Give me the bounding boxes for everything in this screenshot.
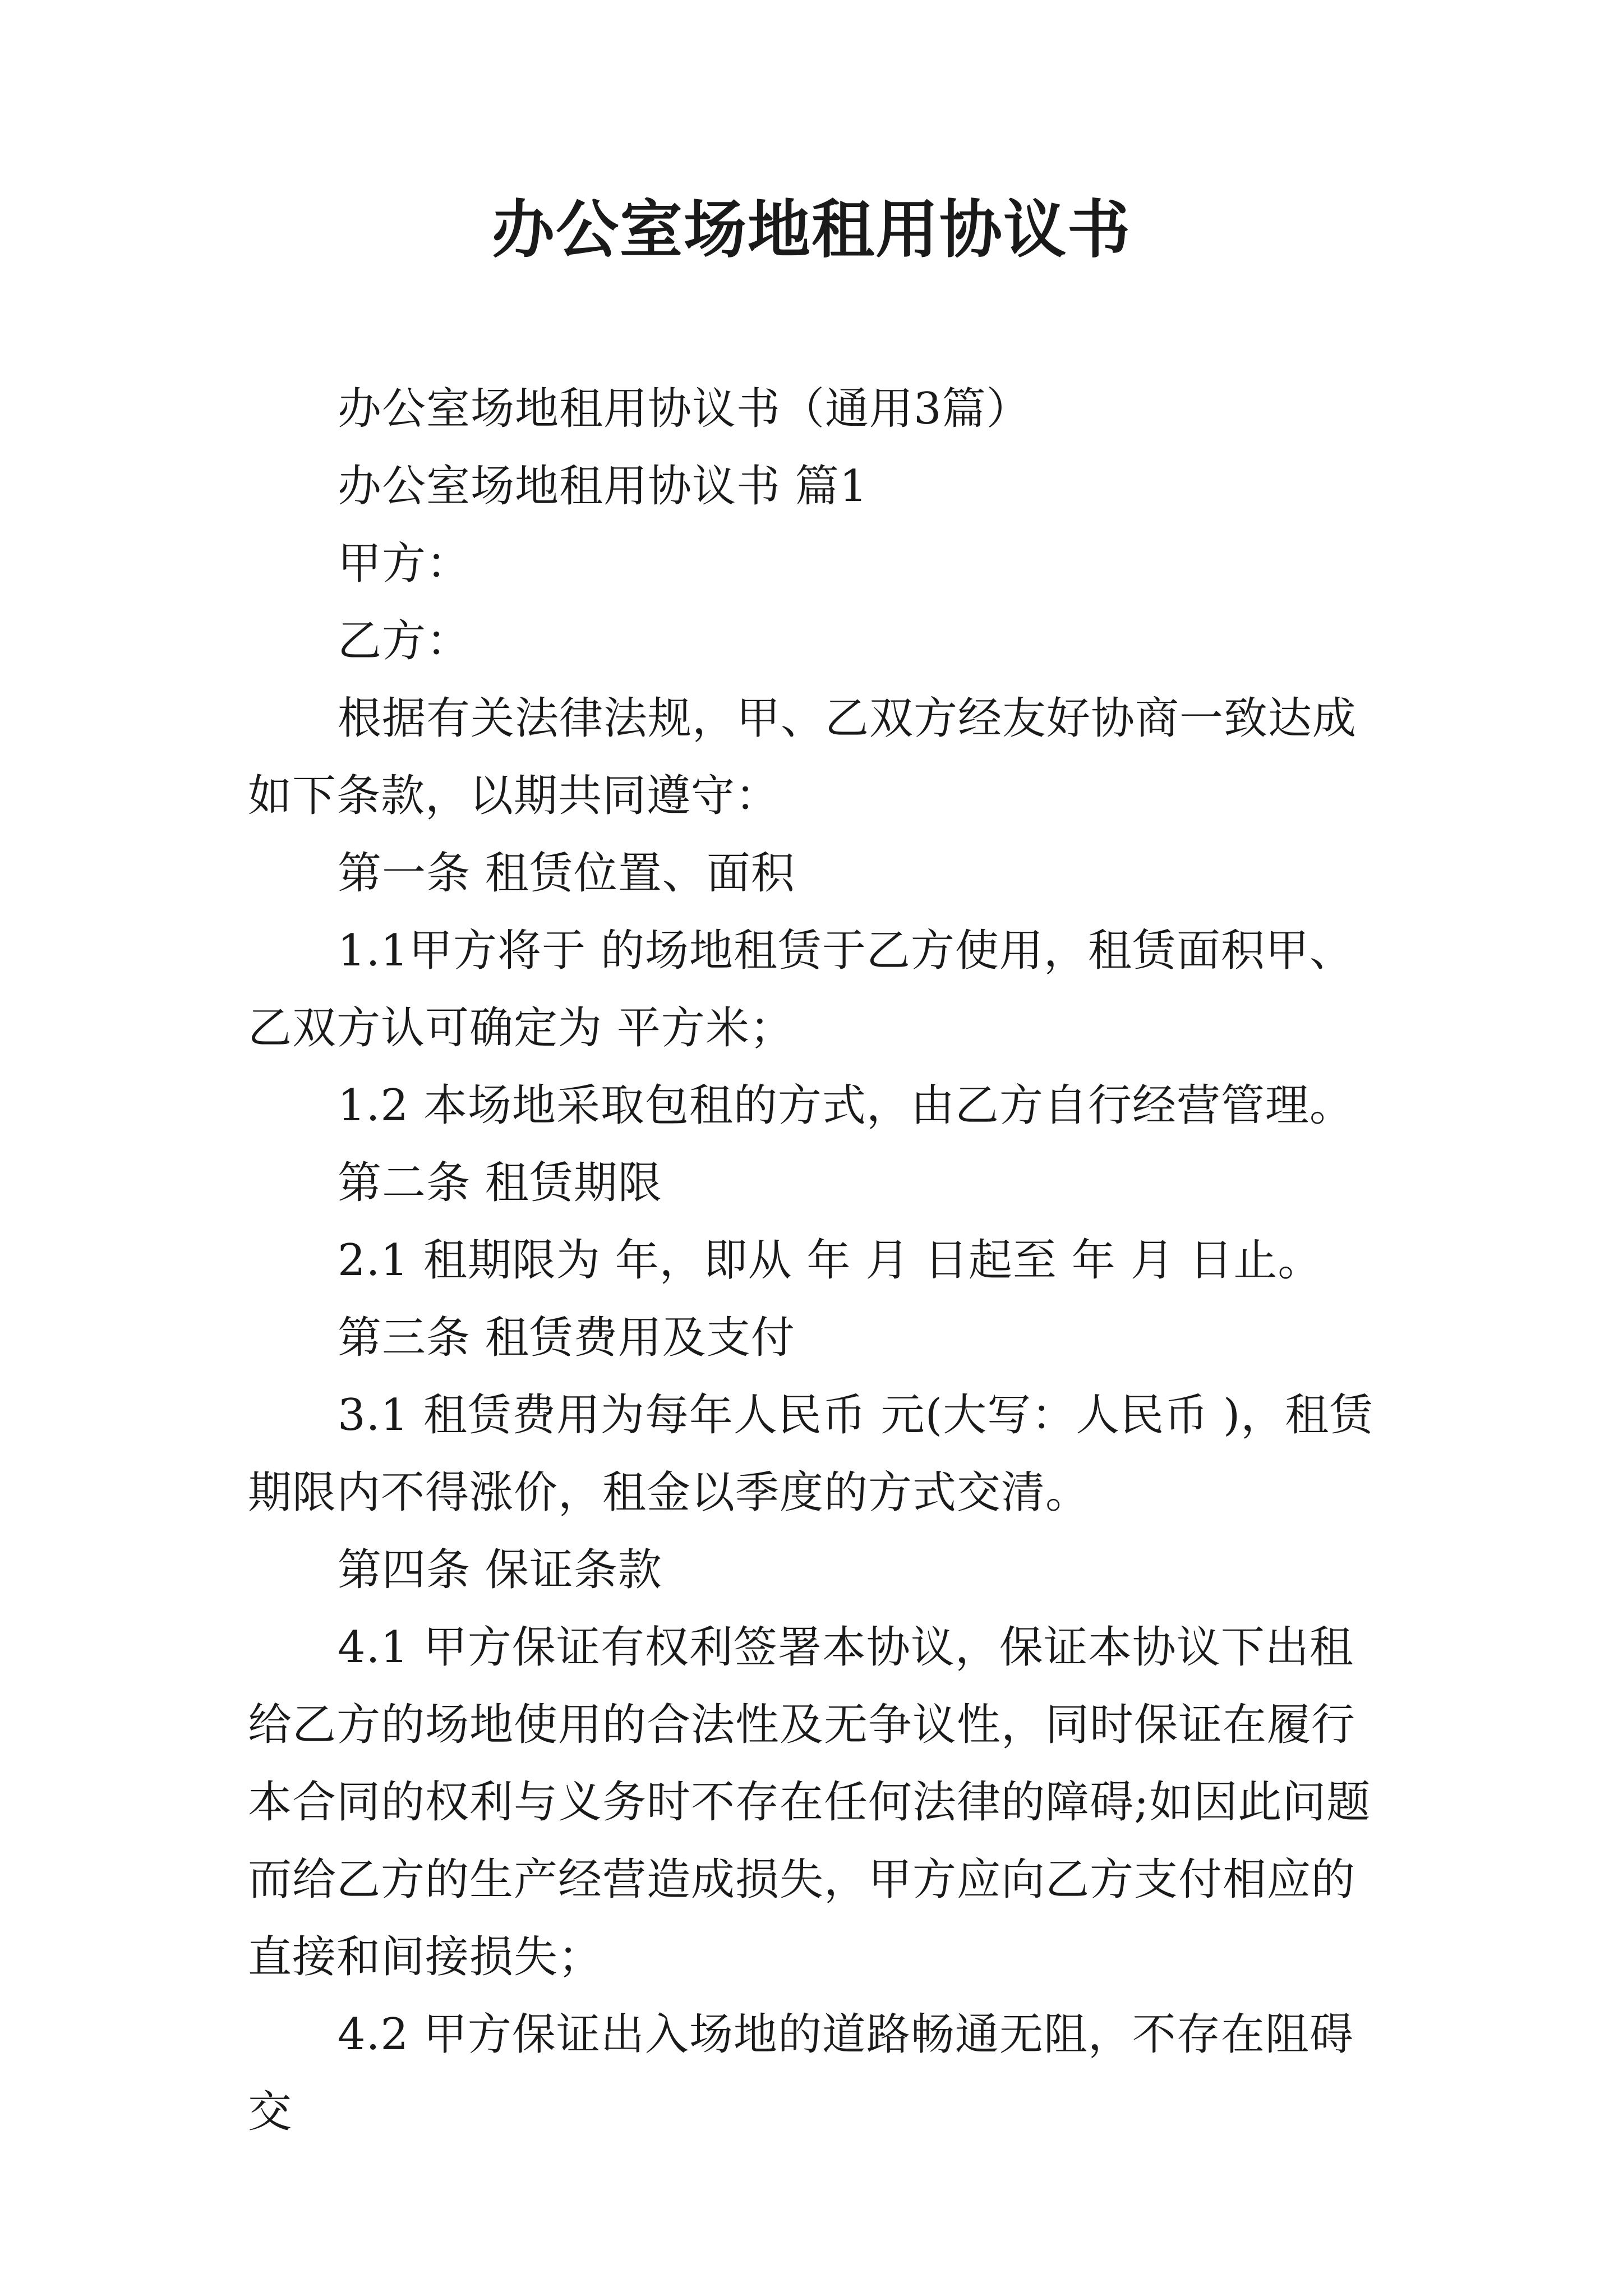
paragraph-section-heading: 办公室场地租用协议书 篇1 — [338, 461, 868, 512]
paragraph-article-2: 第二条 租赁期限 — [338, 1158, 662, 1208]
paragraph-party-a: 甲方： — [338, 539, 471, 589]
paragraph-clause-2-1: 2.1 租期限为 年，即从 年 月 日起至 年 月 日止。 — [338, 1235, 1322, 1286]
document-body — [248, 370, 1385, 2151]
paragraph-clause-4-1: 4.1 甲方保证有权利签署本协议，保证本协议下出租给乙方的场地使用的合法性及无争议性，同时保证在履行本合同的权利与义务时不存在任何法律的障碍;如因此问题而给乙方的生产经营造成损失，甲方应向乙方支付相应的直接和间接损失； — [248, 1622, 1371, 1982]
paragraph-preamble: 根据有关法律法规，甲、乙双方经友好协商一致达成如下条款，以期共同遵守： — [248, 693, 1357, 821]
paragraph-article-3: 第三条 租赁费用及支付 — [338, 1313, 795, 1363]
paragraph-clause-1-1: 1.1甲方将于 的场地租赁于乙方使用，租赁面积甲、乙双方认可确定为 平方米； — [248, 926, 1354, 1053]
paragraph-clause-4-2: 4.2 甲方保证出入场地的道路畅通无阻，不存在阻碍交 — [248, 2009, 1354, 2137]
paragraph-clause-3-1: 3.1 租赁费用为每年人民币 元(大写：人民币 )，租赁期限内不得涨价，租金以季度的方式交清。 — [248, 1390, 1374, 1518]
paragraph-article-4: 第四条 保证条款 — [338, 1545, 662, 1595]
paragraph-clause-1-2: 1.2 本场地采取包租的方式，由乙方自行经营管理。 — [338, 1080, 1354, 1131]
document-title: 办公室场地租用协议书 — [492, 193, 1131, 266]
paragraph-party-b: 乙方： — [338, 616, 471, 666]
paragraph-subtitle: 办公室场地租用协议书（通用3篇） — [338, 384, 1031, 434]
paragraph-article-1: 第一条 租赁位置、面积 — [338, 848, 795, 899]
